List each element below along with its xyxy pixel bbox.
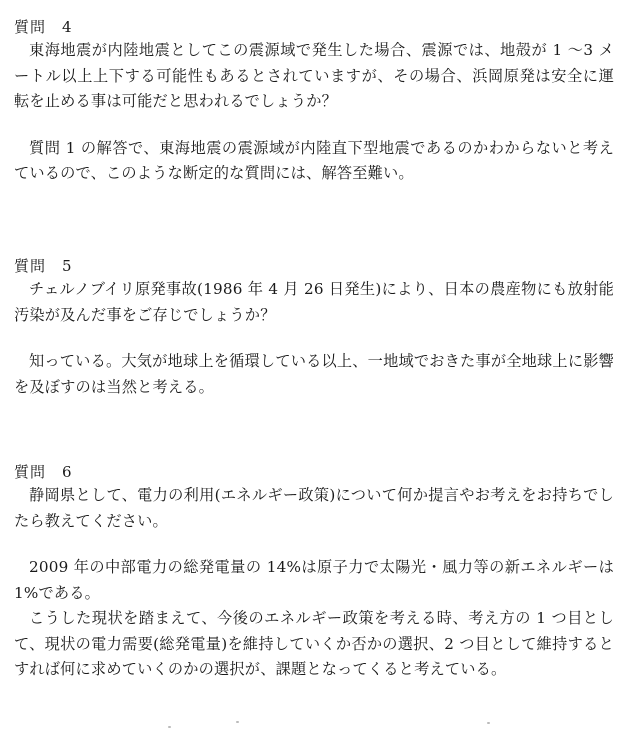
scan-speck	[236, 721, 239, 723]
question-4-heading: 質問 4	[14, 18, 73, 36]
scan-speck	[487, 722, 490, 724]
answer-6-paragraph-2: こうした現状を踏まえて、今後のエネルギー政策を考える時、考え方の 1 つ目として、現状の電力需要(総発電量)を維持していくか否かの選択、2 つ目として維持するとすれば何に求めていくのかの選択が、課題となってくると考えている。	[14, 609, 614, 678]
question-4-section	[14, 16, 614, 187]
spacer	[14, 534, 614, 555]
scan-speck	[168, 726, 171, 728]
answer-4-text: 質問 1 の解答で、東海地震の震源域が内陸直下型地震であるのかわからないと考えているので、このような断定的な質問には、解答至難い。	[14, 138, 614, 182]
question-5-section	[14, 255, 614, 400]
question-4-text: 東海地震が内陸地震としてこの震源域で発生した場合、震源では、地殻が 1 〜3 メートル以上上下する可能性もあるとされていますが、その場合、浜岡原発は安全に運転を止める事は可能だと思われるでしょうか？	[14, 41, 614, 110]
answer-5-text: 知っている。大気が地球上を循環している以上、一地域でおきた事が全地球上に影響を及ぼすのは当然と考える。	[14, 352, 614, 396]
answer-6-paragraph-1: 2009 年の中部電力の総発電量の 14%は原子力で太陽光・風力等の新エネルギーは 1%である。	[14, 558, 614, 602]
spacer	[14, 115, 614, 136]
question-6-heading: 質問 6	[14, 463, 73, 481]
question-5-text: チェルノブイリ原発事故(1986 年 4 月 26 日発生)により、日本の農産物にも放射能汚染が及んだ事をご存じでしょうか？	[14, 280, 614, 324]
spacer	[14, 328, 614, 349]
question-6-section	[14, 461, 614, 683]
question-5-heading: 質問 5	[14, 257, 73, 275]
question-6-text: 静岡県として、電力の利用(エネルギー政策)について何か提言やお考えをお持ちでしたら教えてください。	[14, 486, 614, 530]
